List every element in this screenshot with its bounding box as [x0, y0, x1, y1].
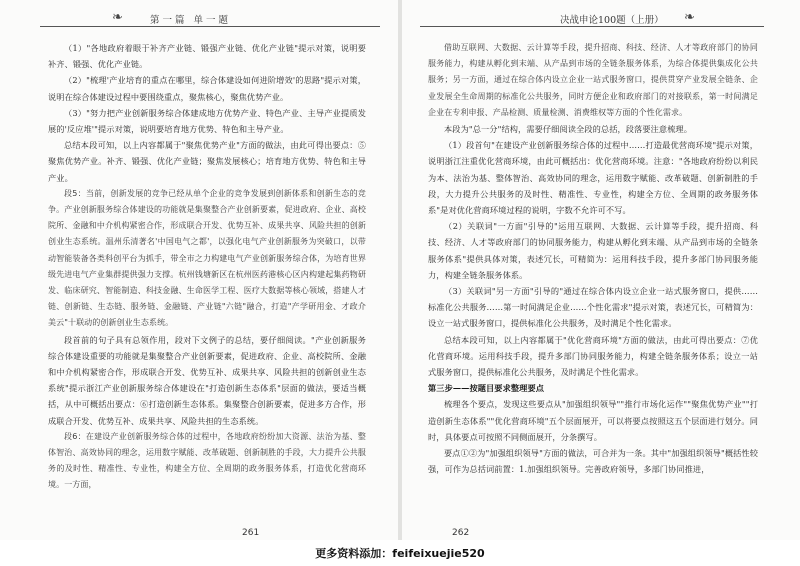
paragraph: 要点①②为"加强组织领导"方面的做法，可合并为一条。其中"加强组织领导"概括性较强，可作为总括词前置：1.加强组织领导。完善政府领导，多部门协同推进，: [428, 448, 758, 475]
paragraph: （1）段首句"在建设产业创新服务综合体的过程中……打造最优营商环境"提示对策，说明浙江注重优化营商环境，由此可概括出：优化营商环境。注意："各地政府纷纷以利民为本、法治为基、整体智治、高效协同的理念，运用数字赋能、改革破题、创新制胜的手段，大力提升公共服务的及时性、精准性、专业性，构建全方位、全周期的政务服务体系"是对优化营商环境过程的说明，字数不允许可不写。: [428, 140, 758, 216]
paragraph: 段首前的句子具有总领作用，段对下文例子的总结，要仔细阅读。"产业创新服务综合体建设重要的功能就是集聚整合产业创新要素，促进政府、企业、高校院所、金融和中介机构紧密合作，形成联合开发、优势互补、成果共享、风险共担的创新创业生态系统"提示浙江产业创新服务综合体建设在"打造创新生态体系"层面的做法，要适当概括，从中可概括出要点：⑥打造创新生态体系。集聚整合创新要素，促进多方合作，形成联合开发、优势互补、成果共享、风险共担的生态系统。: [48, 334, 366, 426]
left-page: [0, 0, 398, 540]
paragraph: 本段为"总一分"结构，需要仔细阅读全段的总括，段落要注意梳理。: [444, 124, 693, 135]
ornament-icon: ❧: [684, 10, 695, 25]
page-body: [48, 40, 366, 494]
page-header: 决战申论100题（上册）: [560, 15, 664, 26]
paragraph: （3）"努力把产业创新服务综合体建成地方优势产业、特色产业、主导产业提质发展的'反应堆'"提示对策，说明要培育地方优势、特色和主导产业。: [48, 107, 366, 135]
paragraph: 总结本段可知，以上内容都属于"聚焦优势产业"方面的做法，由此可得出要点：⑤聚焦优势产业。补齐、锻强、优化产业链；聚焦发展核心；培育地方优势、特色和主导产业。: [48, 140, 366, 183]
paragraph: 总结本段可知，以上内容都属于"优化营商环境"方面的做法，由此可得出要点：⑦优化营商环境。运用科技手段，提升多部门协同服务能力，构建全链条服务体系；设立一站式服务窗口，提供标准化公共服务，及时满足个性化需求。: [428, 334, 758, 378]
right-page: [402, 0, 800, 540]
quoted-material-paragraph: 段6：在建设产业创新服务综合体的过程中，各地政府纷纷加大资源、法治为基、整体智治、高效协同的理念，运用数字赋能、改革破题、创新制胜的手段，大力提升公共服务的及时性、精准性、专业性，构建全方位、全周期的政务服务体系，打造优化营商环境。一方面，: [48, 431, 366, 490]
paragraph: （3）关联词"另一方面"引导的"通过在综合体内设立企业一站式服务窗口，提供……标准化公共服务……第一时间满足企业……个性化需求"提示对策，表述冗长，可精简为：设立一站式服务窗口，提供标准化公共服务，及时满足个性化需求。: [428, 286, 758, 329]
header-rule: [40, 26, 380, 27]
page-number: 261: [242, 528, 260, 538]
header-rule: [420, 26, 764, 27]
paragraph: （2）"梳理'产业培育的重点在哪里，综合体建设如何进阶增效'的思路"提示对策，说明在综合体建设过程中要围绕重点，聚焦核心，聚焦优势产业。: [48, 75, 366, 102]
page-body: [428, 40, 758, 477]
paragraph: （1）"各地政府着眼于补齐产业链、锻强产业链、优化产业链"提示对策，说明要补齐、锻强、优化产业链。: [48, 43, 366, 70]
paragraph: 梳理各个要点，发现这些要点从"加强组织领导""推行市场化运作""聚焦优势产业""打造创新生态体系""优化营商环境"五个层面展开，可以将要点按照这五个层面进行划分。同时，具体要点可按照不同侧面展开，分条撰写。: [428, 399, 758, 442]
quoted-material-paragraph: 借助互联网、大数据、云计算等手段，提升招商、科技、经济、人才等政府部门的协同服务能力，构建从孵化到末端、从产品到市场的全链条服务体系，为综合体提供集成化公共服务；另一方面，通过在综合体内设立企业一站式服务窗口，提供贯穿产业发展全链条、企业发展全生命周期的标准化公共服务，同时方便企业和政府部门的对接联系，第一时间满足企业在专利申报、产品检测、质量检测、消费维权等方面的个性化需求。: [428, 43, 758, 117]
ornament-icon: ❧: [112, 10, 123, 25]
section-heading: 第三步——按题目要求整理要点: [428, 383, 545, 394]
quoted-material-paragraph: 段5：当前，创新发展的竞争已经从单个企业的竞争发展到创新体系和创新生态的竞争。产业创新服务综合体建设的功能就是集聚整合产业创新要素，促进政府、企业、高校院所、金融和中介机构紧密合作，形成联合开发、优势互补、成果共享、风险共担的创新创业生态系统。温州乐清著名'中国电气之都'，以强化电气产业创新服务为突破口，以带动智能装备各类科创平台为抓手，带全市之力构建电气产业创新服务综合体，为培育世界级先进电气产业集群提供强力支撑。杭州钱塘新区在杭州医药港核心区内构建起集药物研发、临床研究、智能制造、科技金融、生命医学工程、医疗大数据等核心领域，搭建人才链、创新链、生态链、服务链、金融链、产业链"六链"融合，打造"产学研用金、才政介美云"十联动的创新创业生态系统。: [48, 188, 366, 328]
page-number: 262: [452, 528, 470, 538]
page-header: 第一篇 单一题: [150, 15, 232, 26]
footer-contact: 更多资料添加：feifeixuejie520: [315, 547, 485, 560]
paragraph: （2）关联词"一方面"引导的"运用互联网、大数据、云计算等手段，提升招商、科技、经济、人才等政府部门的协同服务能力，构建从孵化到末端、从产品到市场的全链条服务体系"提供具体对策，表述冗长，可精简为：运用科技手段，提升多部门协同服务能力，构建全链条服务体系。: [428, 221, 758, 280]
